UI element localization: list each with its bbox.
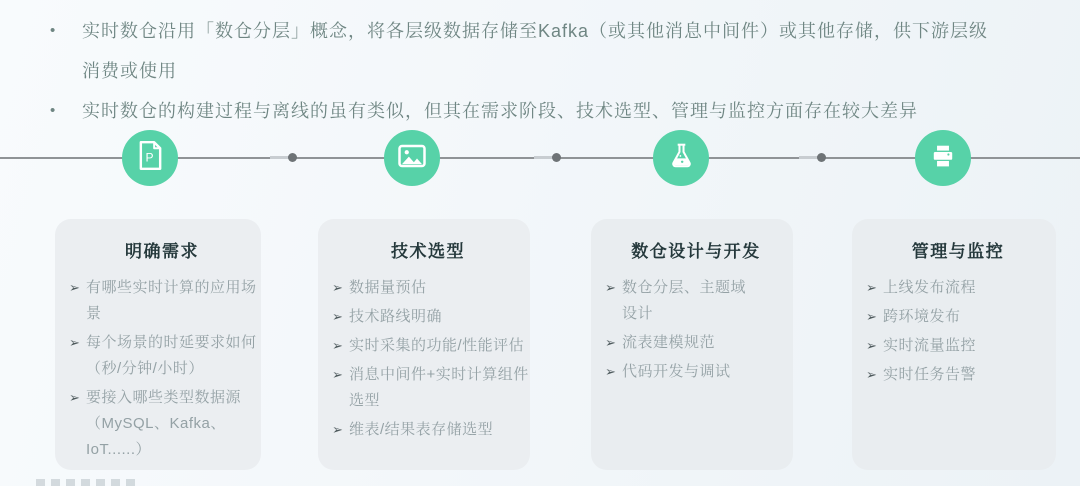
stage-item-line: （秒/分钟/小时） xyxy=(86,360,204,377)
stage-item-list xyxy=(69,275,255,463)
stage-item-line: 每个场景的时延要求如何 xyxy=(86,334,257,351)
timeline-node-requirements xyxy=(122,130,178,186)
stage-item xyxy=(69,275,255,327)
stage-item-text xyxy=(349,304,524,330)
arrow-bullet-icon: ➢ xyxy=(866,367,877,382)
arrow-bullet-icon: ➢ xyxy=(332,280,343,295)
arrow-bullet-icon: ➢ xyxy=(605,364,616,379)
stage-item-text xyxy=(883,333,1050,359)
stage-item-text xyxy=(622,330,787,356)
stage-item xyxy=(69,385,255,463)
stage-item-line: 数仓分层、主题域 xyxy=(622,279,747,296)
stage-item-text xyxy=(883,304,1050,330)
stage-item xyxy=(605,359,787,385)
stage-item xyxy=(605,330,787,356)
stage-title: 技术选型 xyxy=(391,242,465,261)
stage-item-list xyxy=(866,275,1050,388)
stage-item-line: 实时采集的功能/性能评估 xyxy=(349,337,525,354)
stage-item xyxy=(866,304,1050,330)
stage-item-line: 有哪些实时计算的应用场 xyxy=(86,279,257,296)
arrow-bullet-icon: ➢ xyxy=(332,309,343,324)
stage-card-3 xyxy=(591,219,793,470)
stage-item-line: 跨环境发布 xyxy=(883,308,961,325)
stage-title: 数仓设计与开发 xyxy=(631,242,761,261)
stage-item-line: 消息中间件+实时计算组件 xyxy=(349,366,529,383)
stage-item-line: 代码开发与调试 xyxy=(622,363,731,380)
arrow-bullet-icon: ➢ xyxy=(69,280,80,295)
stage-item xyxy=(69,330,255,382)
timeline-dot xyxy=(552,153,561,162)
stage-item-list xyxy=(332,275,529,443)
stage-item-text xyxy=(349,362,529,414)
document-p-icon xyxy=(138,141,163,175)
stage-item-line: 设计 xyxy=(622,305,654,322)
stage-item-line: 实时流量监控 xyxy=(883,337,977,354)
stage-item-text xyxy=(86,275,257,327)
stage-item xyxy=(332,417,524,443)
stage-item-line: 技术路线明确 xyxy=(349,308,443,325)
arrow-bullet-icon: ➢ xyxy=(332,367,343,382)
intro-line: 消费或使用 xyxy=(82,61,177,81)
arrow-bullet-icon: ➢ xyxy=(866,338,877,353)
stage-item xyxy=(332,362,529,414)
stage-item-line: 实时任务告警 xyxy=(883,366,977,383)
stage-item-text xyxy=(349,417,524,443)
timeline-node-design-develop xyxy=(653,130,709,186)
timeline-node-tech-selection xyxy=(384,130,440,186)
stage-item-text xyxy=(86,385,255,463)
arrow-bullet-icon: ➢ xyxy=(69,335,80,350)
stage-item-text xyxy=(349,275,524,301)
stage-item-line: 选型 xyxy=(349,392,381,409)
printer-icon xyxy=(930,143,956,174)
stage-item-text xyxy=(622,275,787,327)
stage-card-2 xyxy=(318,219,530,470)
clipped-bottom-text xyxy=(36,479,136,486)
stage-item xyxy=(332,275,524,301)
intro-bullet-1 xyxy=(50,11,1040,91)
intro-bullet-list xyxy=(50,11,1040,131)
stage-item-line: 要接入哪些类型数据源 xyxy=(86,389,242,406)
stage-item-line: 流表建模规范 xyxy=(622,334,716,351)
stage-item-text xyxy=(883,362,1050,388)
stage-item-line: 上线发布流程 xyxy=(883,279,977,296)
arrow-bullet-icon: ➢ xyxy=(332,338,343,353)
stage-item-text xyxy=(86,330,257,382)
stage-item-line: （MySQL、Kafka、 xyxy=(86,415,226,432)
stage-item-line: 数据量预估 xyxy=(349,279,427,296)
bullet-dot-icon: • xyxy=(50,102,57,119)
bullet-dot-icon: • xyxy=(50,22,57,39)
stage-item xyxy=(605,275,787,327)
stage-item-text xyxy=(883,275,1050,301)
stage-item xyxy=(866,275,1050,301)
stage-item-list xyxy=(605,275,787,385)
arrow-bullet-icon: ➢ xyxy=(605,335,616,350)
intro-text xyxy=(82,91,1040,131)
stage-item-line: 维表/结果表存储选型 xyxy=(349,421,494,438)
stage-title: 明确需求 xyxy=(125,242,199,261)
timeline-dot xyxy=(817,153,826,162)
intro-line: 实时数仓沿用「数仓分层」概念，将各层级数据存储至Kafka（或其他消息中间件）或其他存储，供下游层级 xyxy=(82,21,989,41)
stage-item xyxy=(866,362,1050,388)
image-icon xyxy=(397,141,427,176)
stage-card-1 xyxy=(55,219,261,470)
stage-item-text xyxy=(622,359,787,385)
arrow-bullet-icon: ➢ xyxy=(605,280,616,295)
timeline-node-manage-monitor xyxy=(915,130,971,186)
arrow-bullet-icon: ➢ xyxy=(866,309,877,324)
svg-text:P: P xyxy=(145,150,154,165)
timeline-dot xyxy=(288,153,297,162)
intro-line: 实时数仓的构建过程与离线的虽有类似，但其在需求阶段、技术选型、管理与监控方面存在较大差异 xyxy=(82,101,918,121)
intro-text xyxy=(82,11,1040,91)
intro-bullet-2 xyxy=(50,91,1040,131)
flask-icon xyxy=(668,142,695,174)
arrow-bullet-icon: ➢ xyxy=(69,390,80,405)
stage-item-line: IoT......） xyxy=(86,441,152,458)
arrow-bullet-icon: ➢ xyxy=(332,422,343,437)
stage-item-text xyxy=(349,333,524,359)
stage-item xyxy=(332,304,524,330)
stage-card-4 xyxy=(852,219,1056,470)
stage-item xyxy=(332,333,524,359)
stage-title: 管理与监控 xyxy=(911,242,1005,261)
arrow-bullet-icon: ➢ xyxy=(866,280,877,295)
stage-item xyxy=(866,333,1050,359)
stage-item-line: 景 xyxy=(86,305,102,322)
